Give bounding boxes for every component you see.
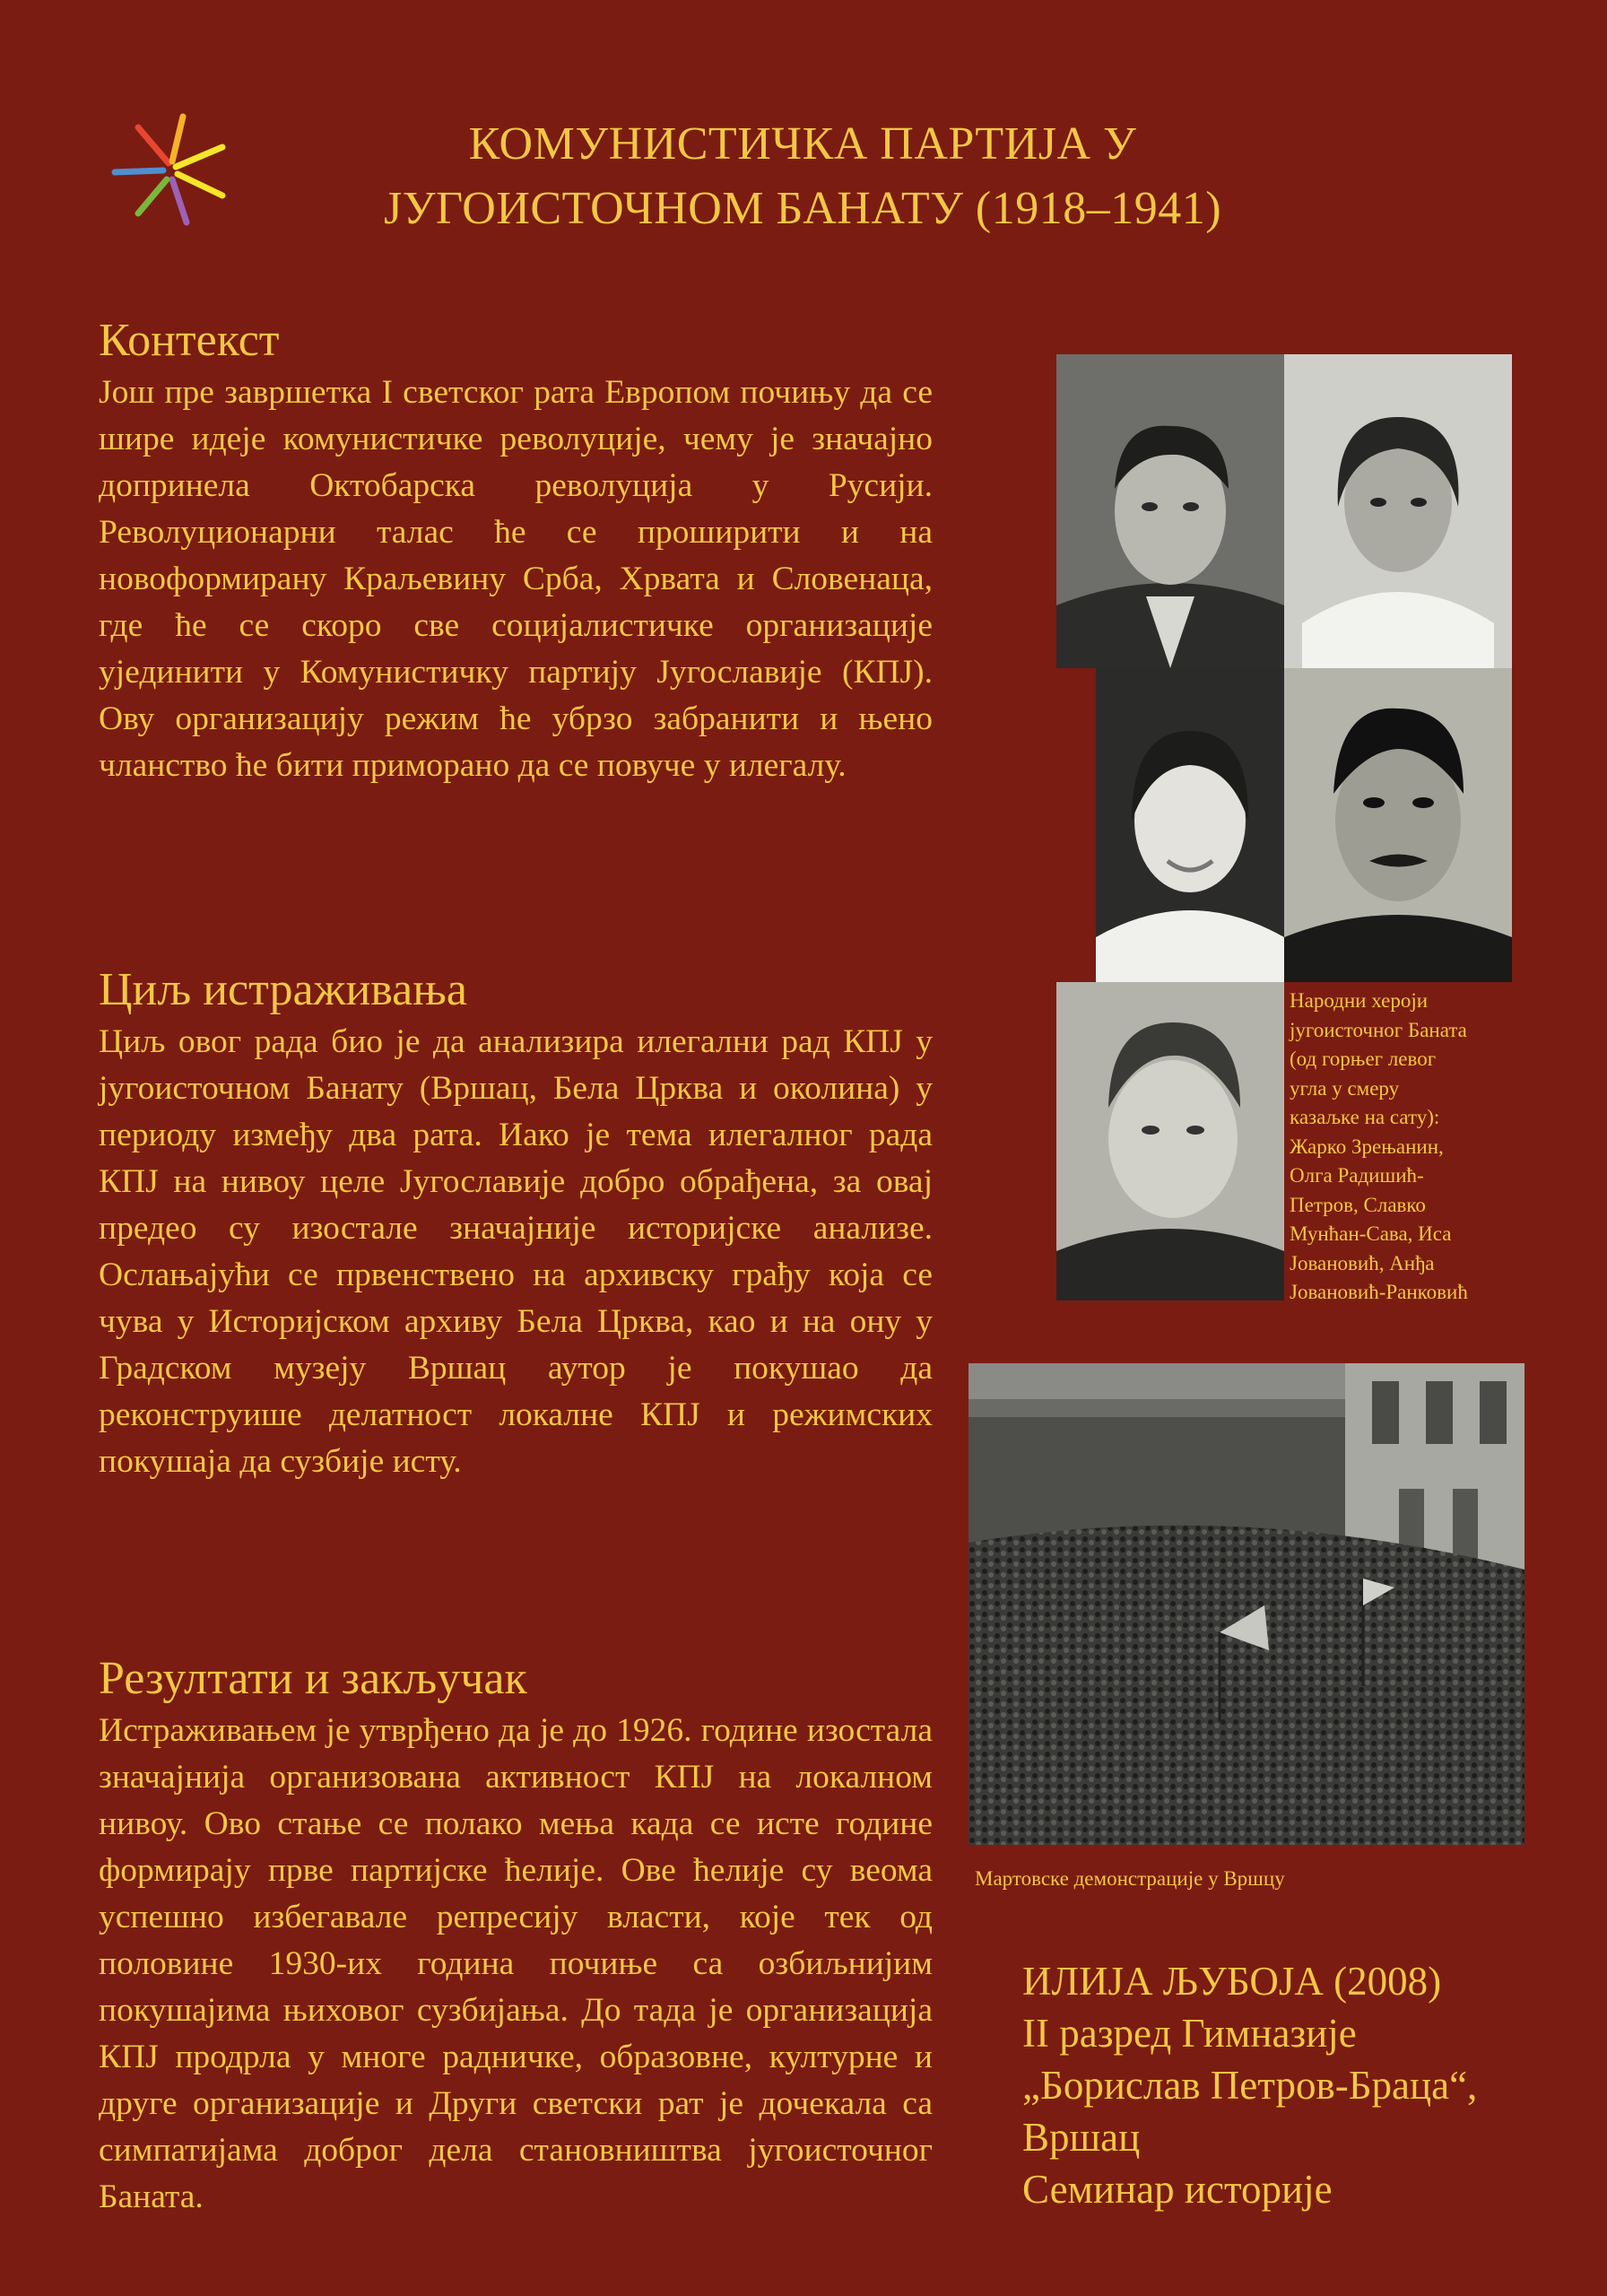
section-goal xyxy=(99,961,933,1485)
caption-line: Јовановић-Ранковић xyxy=(1290,1281,1468,1303)
caption-line: угла у смеру xyxy=(1290,1076,1400,1100)
author-city: Вршац xyxy=(1022,2115,1141,2160)
logo-icon xyxy=(108,108,233,233)
portrait-photo xyxy=(1284,354,1512,668)
portrait-photo xyxy=(1096,668,1284,982)
portrait-photo xyxy=(1284,668,1512,982)
section-body: Још пре завршетка I светског рата Европом почињу да се шире идеје комунистичке револуције, чему је значајно допринела Октобарска револуција у Русији. Револуционарни талас ће се проширити и на новоформирану Краљевину Срба, Хрвата и Словенаца, где ће се скоро све социјалистичке организације ујединити у Комунистичку партију Југославије (КПЈ). Ову организацију режим ће убрзо забранити и њено чланство ће бити приморано да се повуче у илегалу. xyxy=(99,374,933,784)
caption-line: Олга Радишић- xyxy=(1290,1164,1424,1187)
page-title xyxy=(296,112,1309,241)
section-context xyxy=(99,312,933,789)
caption-line: југоисточног Баната xyxy=(1290,1018,1467,1041)
section-results xyxy=(99,1650,933,2221)
author-grade: II разред Гимназије xyxy=(1022,2011,1357,2056)
section-heading: Резултати и закључак xyxy=(99,1653,527,1704)
caption-line: Петров, Славко xyxy=(1290,1193,1426,1216)
crowd-caption: Мартовске демонстрације у Вршцу xyxy=(975,1867,1285,1890)
portrait-photo xyxy=(1056,354,1284,668)
caption-line: казаљке на сату): xyxy=(1290,1106,1440,1128)
author-info xyxy=(1022,1955,1578,2215)
caption-line: Жарко Зрењанин, xyxy=(1290,1135,1444,1158)
caption-line: Мунћан-Сава, Иса xyxy=(1290,1222,1452,1245)
section-heading: Циљ истраживања xyxy=(99,964,467,1015)
caption-line: Народни хероји xyxy=(1290,989,1429,1012)
caption-line: Јовановић, Анђа xyxy=(1290,1251,1435,1274)
section-body: Истраживањем је утврђено да је до 1926. године изостала значајнија организована активност КПЈ на локалном нивоу. Ово стање се полако мења када се исте године формирају прве партијске ћелије. Ове ћелије су веома успешно избегавале репресију власти, које тек од половине 1930-их година почиње са озбиљнијим покушајима њиховог сузбијања. До тада је организација КПЈ продрла у многе радничке, образовне, културне и друге организације и Други светски рат је дочекала са симпатијама доброг дела становништва југоисточног Баната. xyxy=(99,1712,933,2215)
portrait-photo xyxy=(1056,982,1284,1300)
author-seminar: Семинар историје xyxy=(1022,2167,1333,2212)
author-school: „Борислав Петров-Браца“, xyxy=(1022,2063,1478,2108)
section-body: Циљ овог рада био је да анализира илегални рад КПЈ у југоисточном Банату (Вршац, Бела Црква и околина) у периоду између два рата. Иако је тема илегалног рада КПЈ на нивоу целе Југославије добро обрађена, за овај предео су изостале значајније историјске анализе. Ослањајући се првенствено на архивску грађу која се чува у Историјском архиву Бела Црква, као и на ону у Градском музеју Вршац аутор је покушао да реконструише делатност локалне КПЈ и режимских покушаја да сузбије исту. xyxy=(99,1023,933,1480)
crowd-demonstration-photo xyxy=(969,1363,1524,1845)
section-heading: Контекст xyxy=(99,315,280,366)
author-name: ИЛИЈА ЉУБОЈА (2008) xyxy=(1022,1959,1442,2004)
title-line-2: ЈУГОИСТОЧНОМ БАНАТУ (1918–1941) xyxy=(383,183,1222,234)
title-line-1: КОМУНИСТИЧКА ПАРТИЈА У xyxy=(468,118,1137,170)
caption-line: (од горњег левог xyxy=(1290,1048,1437,1070)
heroes-caption xyxy=(1290,987,1523,1308)
